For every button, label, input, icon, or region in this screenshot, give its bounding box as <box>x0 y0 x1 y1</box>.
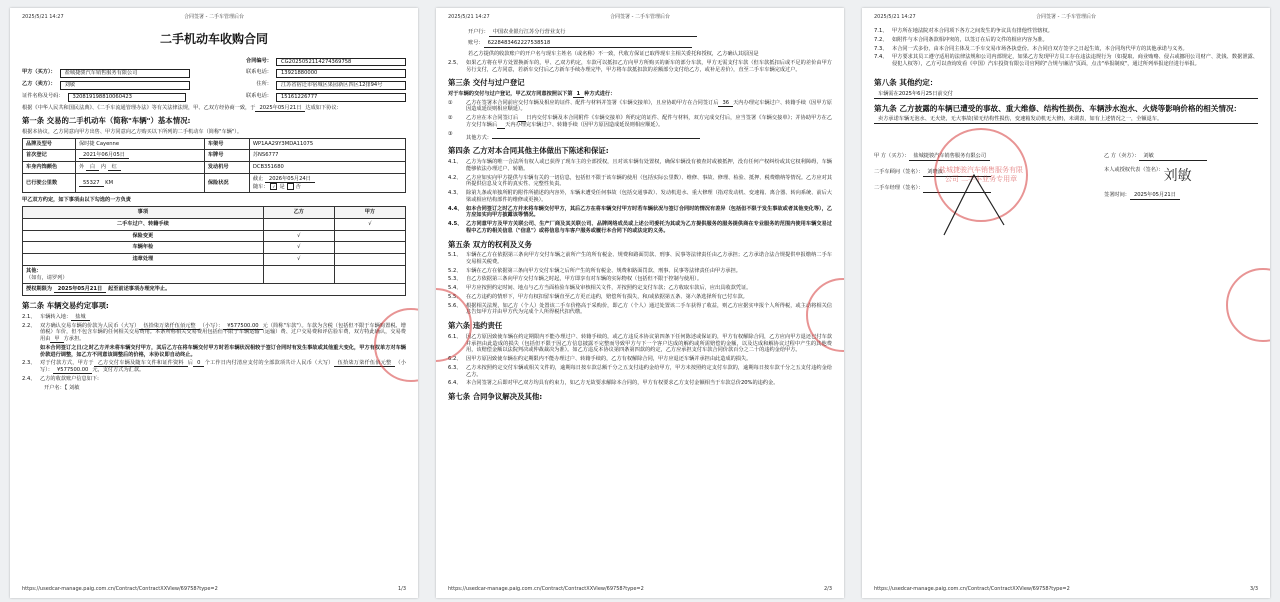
article-9-title: 第九条 乙方披露的车辆已遭受的事故、重大维修、结构性损伤、车辆涉水泡水、火烧等影响价格的相关情况： <box>874 103 1242 113</box>
party-b-label: 乙方（卖方）： <box>22 81 56 88</box>
contract-title: 二手机动车收购合同 <box>159 32 268 46</box>
vin-value: WP1AA29Y3MDA11075 <box>249 138 405 150</box>
sign-party-b: 刘敏 <box>1139 153 1207 161</box>
phone-b: 15161226777 <box>276 93 406 102</box>
account-value: 6228483462227538518 <box>484 40 692 48</box>
article-1-title: 第一条 交易的二手机动车（简称"车辆"）基本情况: <box>22 116 191 126</box>
page-footer: https://usedcar-manage.paig.com.cn/Contract/ContractXXView/69758?type=2 3/3 <box>874 586 1258 592</box>
article-1-intro: 根据本协议，乙方同意向甲方出售、甲方同意向乙方购买以下所列的二手机动车（简称"车辆"）。 <box>22 128 243 135</box>
header-title: 合同签署 - 二手车管理后台 <box>184 14 244 20</box>
sign-date: 2025年05月21日 <box>1130 192 1180 200</box>
article-2-title: 第二条 车辆交易约定事项: <box>22 301 109 311</box>
phone-a-label: 联系电话： <box>246 69 272 76</box>
article-6-title: 第六条 违约责任 <box>448 321 503 331</box>
party-a-label: 甲方（买方）： <box>22 69 56 76</box>
preamble: 根据《中华人民共和国民法典》、《二手车流通管理办法》等有关法律法规，甲、乙双方经协商一致，于 2025年05月21日 达成如下协议： <box>22 104 342 111</box>
duty-intro: 甲乙双方约定，如下事项由以下勾选的一方负责 <box>22 197 131 204</box>
page-header <box>22 14 406 22</box>
table-row: 车辆年检 √ <box>23 242 406 254</box>
phone-a: 13921880000 <box>276 69 406 78</box>
checkbox-no <box>287 183 294 190</box>
phone-b-label: 联系电话： <box>246 92 272 99</box>
id-label: 证件名称及号码： <box>22 92 64 99</box>
contract-page-2: 2025/5/21 14:27 合同签署 - 二手车管理后台 开户行： 中国农业银行江苏分行营业支行 账号： 6228483462227538518 若乙方提供的收款账户的开户名与现车主姓名（或名称）不一致，代收方保证已取得现车主相关委托和授权，乙方确认其原因是 2.5、 如果乙方将在甲方处置换新车的，甲、乙双方约定，车款可以抵扣乙方向甲方所购买的新车的部分车款，甲方无需支付车款（但车款抵扣后或不足的差价由甲方另行支付，乙方同意，若新车交付后乙方新车手续办理完毕，甲方将车款抵扣款的差额部分支付给乙方，或补足差价），直至二手车车辆完成过户。 第三条 交付与过户登记 对于车辆的交付与过户登记，甲乙双方同意按照以下第 1 种方式进行： ① 乙方在签署本合同前应交付车辆及相应的证件、配件与材料并签署《车辆交接单》，且应协助甲方在合同签订后 36 天内办理完车辆过户、转籍手续（因甲方原因造成延误则相应顺延）。 ② 乙方应在本合同签订后 日内交付车辆及本合同附件《车辆交接单》所约定的证件、配件与材料，双方完成交付后，应当签署《车辆交接单》；并协助甲方在乙方交付车辆后 天内办理完车辆过户、转籍手续（因甲方原因造成延误则相应顺延）。 ③ 其他方式： 第四条 乙方对本合同其他主体做出下陈述和保证: 4.1、 乙方为车辆的唯一合法所有权人或已获得了现车主的全部授权，且对该车辆有处置权，确保车辆没有被查封或被抵押，没有任何产权纠纷或其它权利障碍，车辆能够依法办理过户、转籍。 4.2、 乙方应如实向甲方提供与车辆有关的一切信息，包括但不限于该车辆的使用（包括实际公里数）、维修、事故、修理、检验、抵押、税费缴纳等情况。乙方应对其所提供信息及文件的真实性、完整性负责。 4.3、 除第九条或单独所附的附件所描述的内容外，车辆未遭受任何事故（包括交通事故）、发动机进水、重大修理（指对发动机、变速箱、离合器、转向系统、前后大梁或相应结构部件的维修或更换）。 4.4、 如本合同签订之时乙方并未将车辆交付甲方，其后乙方在将车辆交付甲方时若车辆状况与签订合同时的情况有差异（包括但不限于发生事故或者其他变化等），乙方应如实向甲方披露该等情况。 4.5、 乙方同意甲方及甲方关联公司、生产厂商及其关联公司、品牌网络成员或上述公司委托为其或为乙方提供服务的服务提供商在专业服务的范围内使用车辆交易过程中乙方的相关信息（"信息"）或将信息与车客户服务或履行本合同下的或法定的义务。 第五条 双方的权利及义务 5.1、 车辆在乙方在依据第三条向甲方交付车辆之前所产生的所有税金、规费和路面罚款、刑事、民事等法律责任由乙方承担；乙方承诺合法合规提供申报缴纳二手车交易相关税费。 5.2、 车辆在乙方在依据第三条向甲方交付车辆之后所产生的所有税金、规费和路面罚款、刑事、民事等法律责任由甲方承担。 5.3、 自乙方依据第三条向甲方交付车辆之时起，甲方即享有对车辆的实际物权（包括但不限于控制与使用）。 5.4、 甲方应按照约定时间、地点与乙方当面检验车辆及审核相关文件，并按照约定支付车款；乙方收取车款后，应出具收款凭证。 5.5、 在乙方违约的情形下，甲方有权扣留车辆直至乙方更正违约，赔偿所有损失，和/或依据第五条、第六条选择所有已付车款。 5.6、 根据相关法规，如乙方（个人）处置该二手车价格高于采购价，即乙方（个人）通过处置该二手车获得了收益，则乙方应据实申报个人所得税，或主动将相关信息告知甲方并由甲方代为完成个人所得税代扣代缴。 第六条 违约责任 6.1、 因乙方原因致使车辆在约定期限内不能办理过户、转籍手续的，或乙方违反本协议第四条下任何陈述或保证的，甲方有权解除合同，乙方应向甲方退还已付车款并承担由此造成的损失（包括但不限于因乙方信息披露不完整而导致甲方与下一个客户达成的解约或所需赔偿的金额，以及达成和解协议过程中产生的其他费用，该赔偿金额以法院判决或仲裁裁决为准）。如乙方违反本协议第四条第四款的约定，乙方应承担支付车款合同价款百分之二十的违约金给甲方。 6.2、 因甲方原因致使车辆在约定期限内不能办理过户、转籍手续的，乙方有权解除合同，甲方应退还车辆并承担由此造成的损失。 6.3、 乙方未按照约定交付车辆或相关文件的，逾期每日按车款总额千分之五支付违约金给甲方，甲方未按照约定支付车款的，逾期每日按车款千分之五支付违约金给乙方。 6.4、 本合同签署之后即对甲乙双方均具有约束力，如乙方无故要求解除本合同的，甲方有权要求乙方支付金额相当于车款总价20%的违约金。 第七条 合同争议解决及其他: https://usedcar-manage.paig.com.cn/Contract/ContractXXView/69758?type=2 2/3 <box>436 8 844 598</box>
engine-value: DCB351680 <box>249 162 405 174</box>
article-5-title: 第五条 双方的权利及义务 <box>448 239 532 249</box>
article-4-title: 第四条 乙方对本合同其他主体做出下陈述和保证: <box>448 146 609 156</box>
page-header: 2025/5/21 14:27 合同签署 - 二手车管理后台 <box>874 14 1096 20</box>
plate-value: 苏NS6777 <box>249 150 405 162</box>
contract-page-1: 2025/5/21 14:27 合同签署 - 二手车管理后台 二手机动车收购合同 合同编号： CG20250521142743697​58 甲方（买方）： 盐城捷骏汽车销售服务有限公司 联系电话： 13921880000 乙方（卖方）： 刘敏 住所： 江苏省宿迁市宿城区果园新区四区12排94号 证件名称及号码： 320819198810060423 联系电话： 15161226777 根据《中华人民共和国民法典》、《二手车流通管理办法》等有关法律法规，甲、乙双方经协商一致，于 2025年05月21日 达成如下协议： 第一条 交易的二手机动车（简称"车辆"）基本情况: 根据本协议，乙方同意向甲方出售、甲方同意向乙方购买以下所列的二手机动车（简称"车辆"）。 品牌及型号 保时捷 Cayenne 车架号 WP1AA29Y3MDA11075 首次登记 2021年06月05日 车牌号 苏NS6777 车身内饰颜色 外 白 内 红 发动机号 DCB351680 已行驶公里数 55327 KM 保险状况 截止 2026年05月24日 随车： ✓ 是 否 甲乙双方约定，如下事项由以下勾选的一方负责 事项 乙方 甲方 二手车过户、转籍手续 √ 保险变更 √ 车辆年检 √ 违章处理 √ 其他： （如有，请罗列） 授权期限为 2025年05月21日 起至前述事项办理完毕止。 第二条 车辆交易约定事项: 2.1、 车辆转入地： 盐城 2.2、 双方确认交易车辆的价款为人民币（大写） 伍拾柒万柒仟伍佰元整 （小写）： ¥577500.00 元（简称"车款"）。车款为含税（包括但不限于车辆购置税、增值税）车价，但不包含车辆的任何相关交易费用。本条所称相关交易费用包括但不限于车辆运输（运输）费、过户交易费和评估验车费，双方特此确认，交易费用由 甲 方承担。 如本合同签订之日/之时乙方并未将车辆交付甲方，其后乙方在将车辆交付甲方时若车辆状况相较于签订合同时有发生事故或其他重大变化，甲方有权单方对车辆价款进行调整，如乙方不同意该调整后的价格，本协议即自动终止。 2.3、 对于付款方式，甲方于 乙方交付车辆及随车文件和证件资料 后 0 个工作日内付清应支付的全部款项共计人民币（大写） 伍拾柒万柒仟伍佰元整 （小写）： ¥577500.00 元，支付方式为汇款。 2.4、 乙方的收款账户信息如下: 开户名：【 刘敏 https://usedcar-manage.paig.com.cn/Contract/ContractXXView/69758?type=2 1/3 <box>10 8 418 598</box>
page-footer: https://usedcar-manage.paig.com.cn/Contract/ContractXXView/69758?type=2 2/3 <box>448 586 832 592</box>
article-7-title: 第七条 合同争议解决及其他: <box>448 392 543 401</box>
duty-table: 事项 乙方 甲方 二手车过户、转籍手续 √ 保险变更 √ 车辆年检 √ 违章处理 √ 其他： （如有，请罗列） 授权期限为 2025年05月21日 起至前述事项办理完毕止。 <box>22 206 406 296</box>
contract-no-label: 合同编号： <box>246 57 272 64</box>
disclosure: 卖方承诺车辆无泡水、无火烧，无大事故(梁无结构性损伤，变速箱发动机无大修)，未调表，如有上述情况之一，全额退车。 <box>874 116 1258 124</box>
vehicle-info-table: 品牌及型号 保时捷 Cayenne 车架号 WP1AA29Y3MDA11075 首次登记 2021年06月05日 车牌号 苏NS6777 车身内饰颜色 外 白 内 红 发动机号 DCB351680 已行驶公里数 55327 KM 保险状况 截止 2026年05月24日 随车： ✓ 是 否 <box>22 138 406 194</box>
checkbox-yes: ✓ <box>272 183 276 189</box>
brand-value: 保时捷 Cayenne <box>76 138 205 150</box>
contract-page-3: 2025/5/21 14:27 合同签署 - 二手车管理后台 7.1、 甲方所在地法院对本合同项下各方之间发生的争议具有排他性管辖权。 7.2、 如附件与本合同条款相冲突的，以签订在后的文件的相应内容为准。 7.3、 本合同一式多份，由本合同主体及二手车交易市场各执壹份。本合同自双方签字之日起生效，本合同均代甲方的其他承诺与义务。 7.4、 甲方要求其员工遵守适用的法律法规和公司内部规定，如果乙方发现甲方员工存在违法违规行为（如提取、商业贿赂、侵占或挪用公司财产、洗钱、数据泄露、侵犯人权等），乙方可以查询发看《中国）汽车投资有限公司官网的"合规与廉洁"页面，点击"举报制度"，通过所列举报途径进行举报。 第八条 其他约定： 车辆需在2025年6月25日前交付 第九条 乙方披露的车辆已遭受的事故、重大维修、结构性损伤、车辆涉水泡水、火烧等影响价格的相关情况： 卖方承诺车辆无泡水、无火烧，无大事故(梁无结构性损伤，变速箱发动机无大修)，未调表，如有上述情况之一，全额退车。 甲 方（买方）： 盐城捷骏汽车销售服务有限公司 二手车顾问（签名）： 刘晓波 二手车经理（签名）： 乙 方（卖方）： 刘敏 本人或授权代表（签名）： 刘敏 签署时间： 2025年05月21日 盐城捷骏汽车销售服务有限公司 二手车业务专用章 https://usedcar-manage.paig.com.cn/Contract/ContractXXView/69758?type=2 3/3 <box>862 8 1270 598</box>
page-footer: https://usedcar-manage.paig.com.cn/Contract/ContractXXView/69758?type=2 1/3 <box>22 586 406 592</box>
company-seal-icon: 盐城捷骏汽车销售服务有限公司 二手车业务专用章 <box>934 128 1028 222</box>
km-value: 55327 <box>79 180 104 187</box>
article-3-title: 第三条 交付与过户登记 <box>448 78 525 88</box>
article-8-title: 第八条 其他约定： <box>874 77 938 87</box>
party-b: 刘敏 <box>60 81 190 90</box>
address-label: 住所： <box>256 81 272 88</box>
address-b: 江苏省宿迁市宿城区果园新区四区12排94号 <box>276 81 406 90</box>
table-row: 违章处理 √ <box>23 254 406 266</box>
contract-no: CG20250521142743697​58 <box>276 58 406 67</box>
table-row: 二手车过户、转籍手续 √ <box>23 218 406 230</box>
table-row: 保险变更 √ <box>23 230 406 242</box>
handwritten-stroke-icon <box>934 165 1014 245</box>
signature-block: 甲 方（买方）： 盐城捷骏汽车销售服务有限公司 二手车顾问（签名）： 刘晓波 二手车经理（签名）： 乙 方（卖方）： 刘敏 本人或授权代表（签名）： 刘敏 签署时间： 2025年05月21日 盐城捷骏汽车销售服务有限公司 二手车业务专用章 <box>874 150 1258 270</box>
handwritten-signature: 刘敏 <box>1163 168 1192 185</box>
id-b: 320819198810060423 <box>68 93 186 102</box>
other-agreement: 车辆需在2025年6月25日前交付 <box>874 91 1258 99</box>
bank-value: 中国农业银行江苏分行营业支行 <box>489 29 697 37</box>
page-header: 2025/5/21 14:27 合同签署 - 二手车管理后台 <box>448 14 670 20</box>
party-a: 盐城捷骏汽车销售服务有限公司 <box>60 69 190 78</box>
advisor-name: 刘晓波 <box>923 169 991 177</box>
sign-party-a: 盐城捷骏汽车销售服务有限公司 <box>909 153 990 161</box>
reg-value: 2021年06月05日 <box>79 152 129 159</box>
print-date: 2025/5/21 14:27 <box>22 14 64 20</box>
